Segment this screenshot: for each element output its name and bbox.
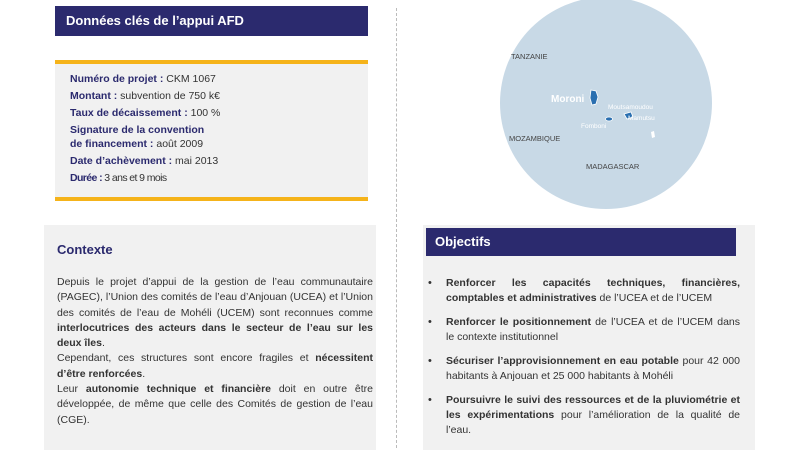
context-text — [57, 275, 373, 428]
list-item: • Poursuivre le suivi des ressources et de la pluviométrie et les expérimentations pour l’amélioration de la qualité de l’eau. — [428, 393, 740, 438]
key-data-box — [55, 60, 368, 201]
list-item: • Renforcer le positionnement de l’UCEA et de l’UCEM dans le contexte institutionnel — [428, 315, 740, 345]
objectives-list — [428, 276, 740, 447]
key-row-amount: Montant : subvention de 750 k€ — [70, 90, 220, 102]
key-row-duration: Durée : 3 ans et 9 mois — [70, 172, 167, 184]
label-moutsamoudou: Moutsamoudou — [608, 104, 653, 111]
madagascar-coast — [717, 150, 749, 210]
label-tanzanie: TANZANIE — [511, 52, 548, 61]
list-item: • Sécuriser l’approvisionnement en eau potable pour 42 000 habitants à Anjouan et 25 000 habitants à Mohéli — [428, 354, 740, 384]
label-mamutsu: Mamutsu — [628, 115, 655, 122]
key-data-header: Données clés de l’appui AFD — [55, 6, 368, 36]
moheli-island — [606, 117, 613, 121]
context-paragraph: Leur autonomie technique et financière doit en outre être développée, de même que celle des Comités de gestion de l’eau (CGE). — [57, 383, 373, 426]
key-row-signature: Signature de la convention de financement : août 2009 — [70, 124, 205, 150]
sea-disc — [500, 0, 712, 209]
list-item: • Renforcer les capacités techniques, financières, comptables et administratives de l’UCEA et de l’UCEM — [428, 276, 740, 306]
label-fomboni: Fomboni — [581, 123, 607, 130]
label-mozambique: MOZAMBIQUE — [509, 134, 561, 143]
column-divider — [396, 8, 397, 448]
context-paragraph: Depuis le projet d’appui de la gestion de l’eau communautaire (PAGEC), l’Union des comités de l’eau d’Anjouan (UCEA) et l’Union des comités de l’eau de Mohéli (UCEM) sont reconnues comme interlocutrices des acteurs dans le secteur de l’eau sur les deux îles. — [57, 276, 373, 350]
key-row-disbursement: Taux de décaissement : 100 % — [70, 107, 221, 119]
label-moroni: Moroni — [551, 94, 585, 105]
context-title: Contexte — [57, 242, 113, 257]
label-madagascar: MADAGASCAR — [586, 162, 640, 171]
objectives-header: Objectifs — [426, 228, 736, 256]
key-row-completion: Date d’achèvement : mai 2013 — [70, 155, 219, 167]
key-row-project-number: Numéro de projet : CKM 1067 — [70, 73, 216, 85]
context-paragraph: Cependant, ces structures sont encore fragiles et nécessitent d’être renforcées. — [57, 352, 373, 380]
comoros-map — [469, 0, 749, 210]
